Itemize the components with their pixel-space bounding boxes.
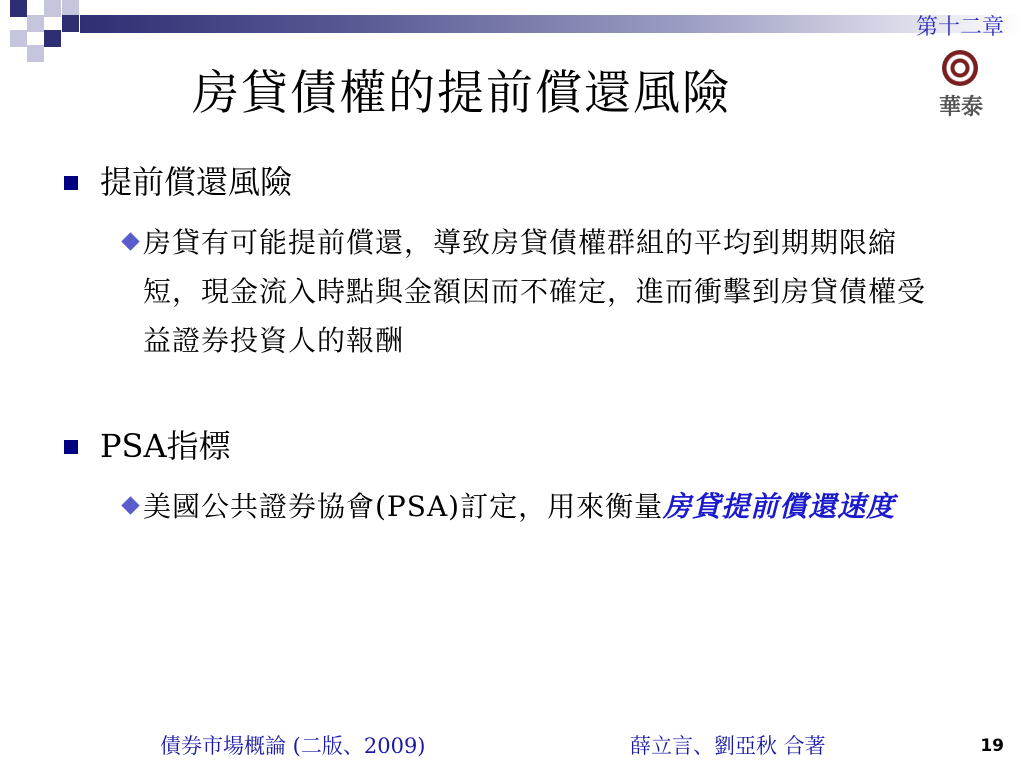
chapter-label: 第十二章 (915, 15, 1004, 40)
footer-authors: 薛立言、劉亞秋 合著 (630, 734, 826, 758)
decor-square (44, 0, 61, 17)
page-number: 19 (980, 736, 1004, 756)
logo-text: 華泰 (938, 95, 983, 120)
decor-square (44, 30, 61, 47)
bullet-label: 提前償還風險 (100, 163, 293, 201)
bullet-psa-index (64, 426, 231, 466)
decor-square (10, 30, 27, 47)
bullet-prepayment-risk (64, 162, 292, 202)
footer-book-title: 債券市場概論 (二版、2009) (160, 734, 426, 758)
sub-bullet-text (143, 482, 933, 531)
slide-title: 房貸債權的提前償還風險 (192, 66, 731, 121)
bullet-label: PSA指標 (100, 427, 231, 465)
header-gradient-bar (80, 15, 1024, 33)
sub-bullet-psa (120, 482, 933, 531)
sub-bullet-prefix: 美國公共證券協會(PSA)訂定，用來衡量 (143, 490, 664, 523)
highlighted-term: 房貸提前償還速度 (663, 490, 896, 523)
diamond-bullet-icon (121, 496, 139, 514)
decor-square (27, 45, 44, 62)
decor-square (10, 0, 27, 17)
square-bullet-icon (64, 440, 78, 454)
diamond-bullet-icon (121, 232, 139, 250)
square-bullet-icon (64, 176, 78, 190)
publisher-logo (930, 50, 992, 120)
logo-emblem (942, 50, 978, 86)
decor-square (27, 15, 44, 32)
sub-bullet-prepayment (120, 218, 933, 365)
sub-bullet-text: 房貸有可能提前償還，導致房貸債權群組的平均到期期限縮短，現金流入時點與金額因而不確定，進而衝擊到房貸債權受益證券投資人的報酬 (143, 226, 927, 357)
decor-square (62, 15, 79, 32)
